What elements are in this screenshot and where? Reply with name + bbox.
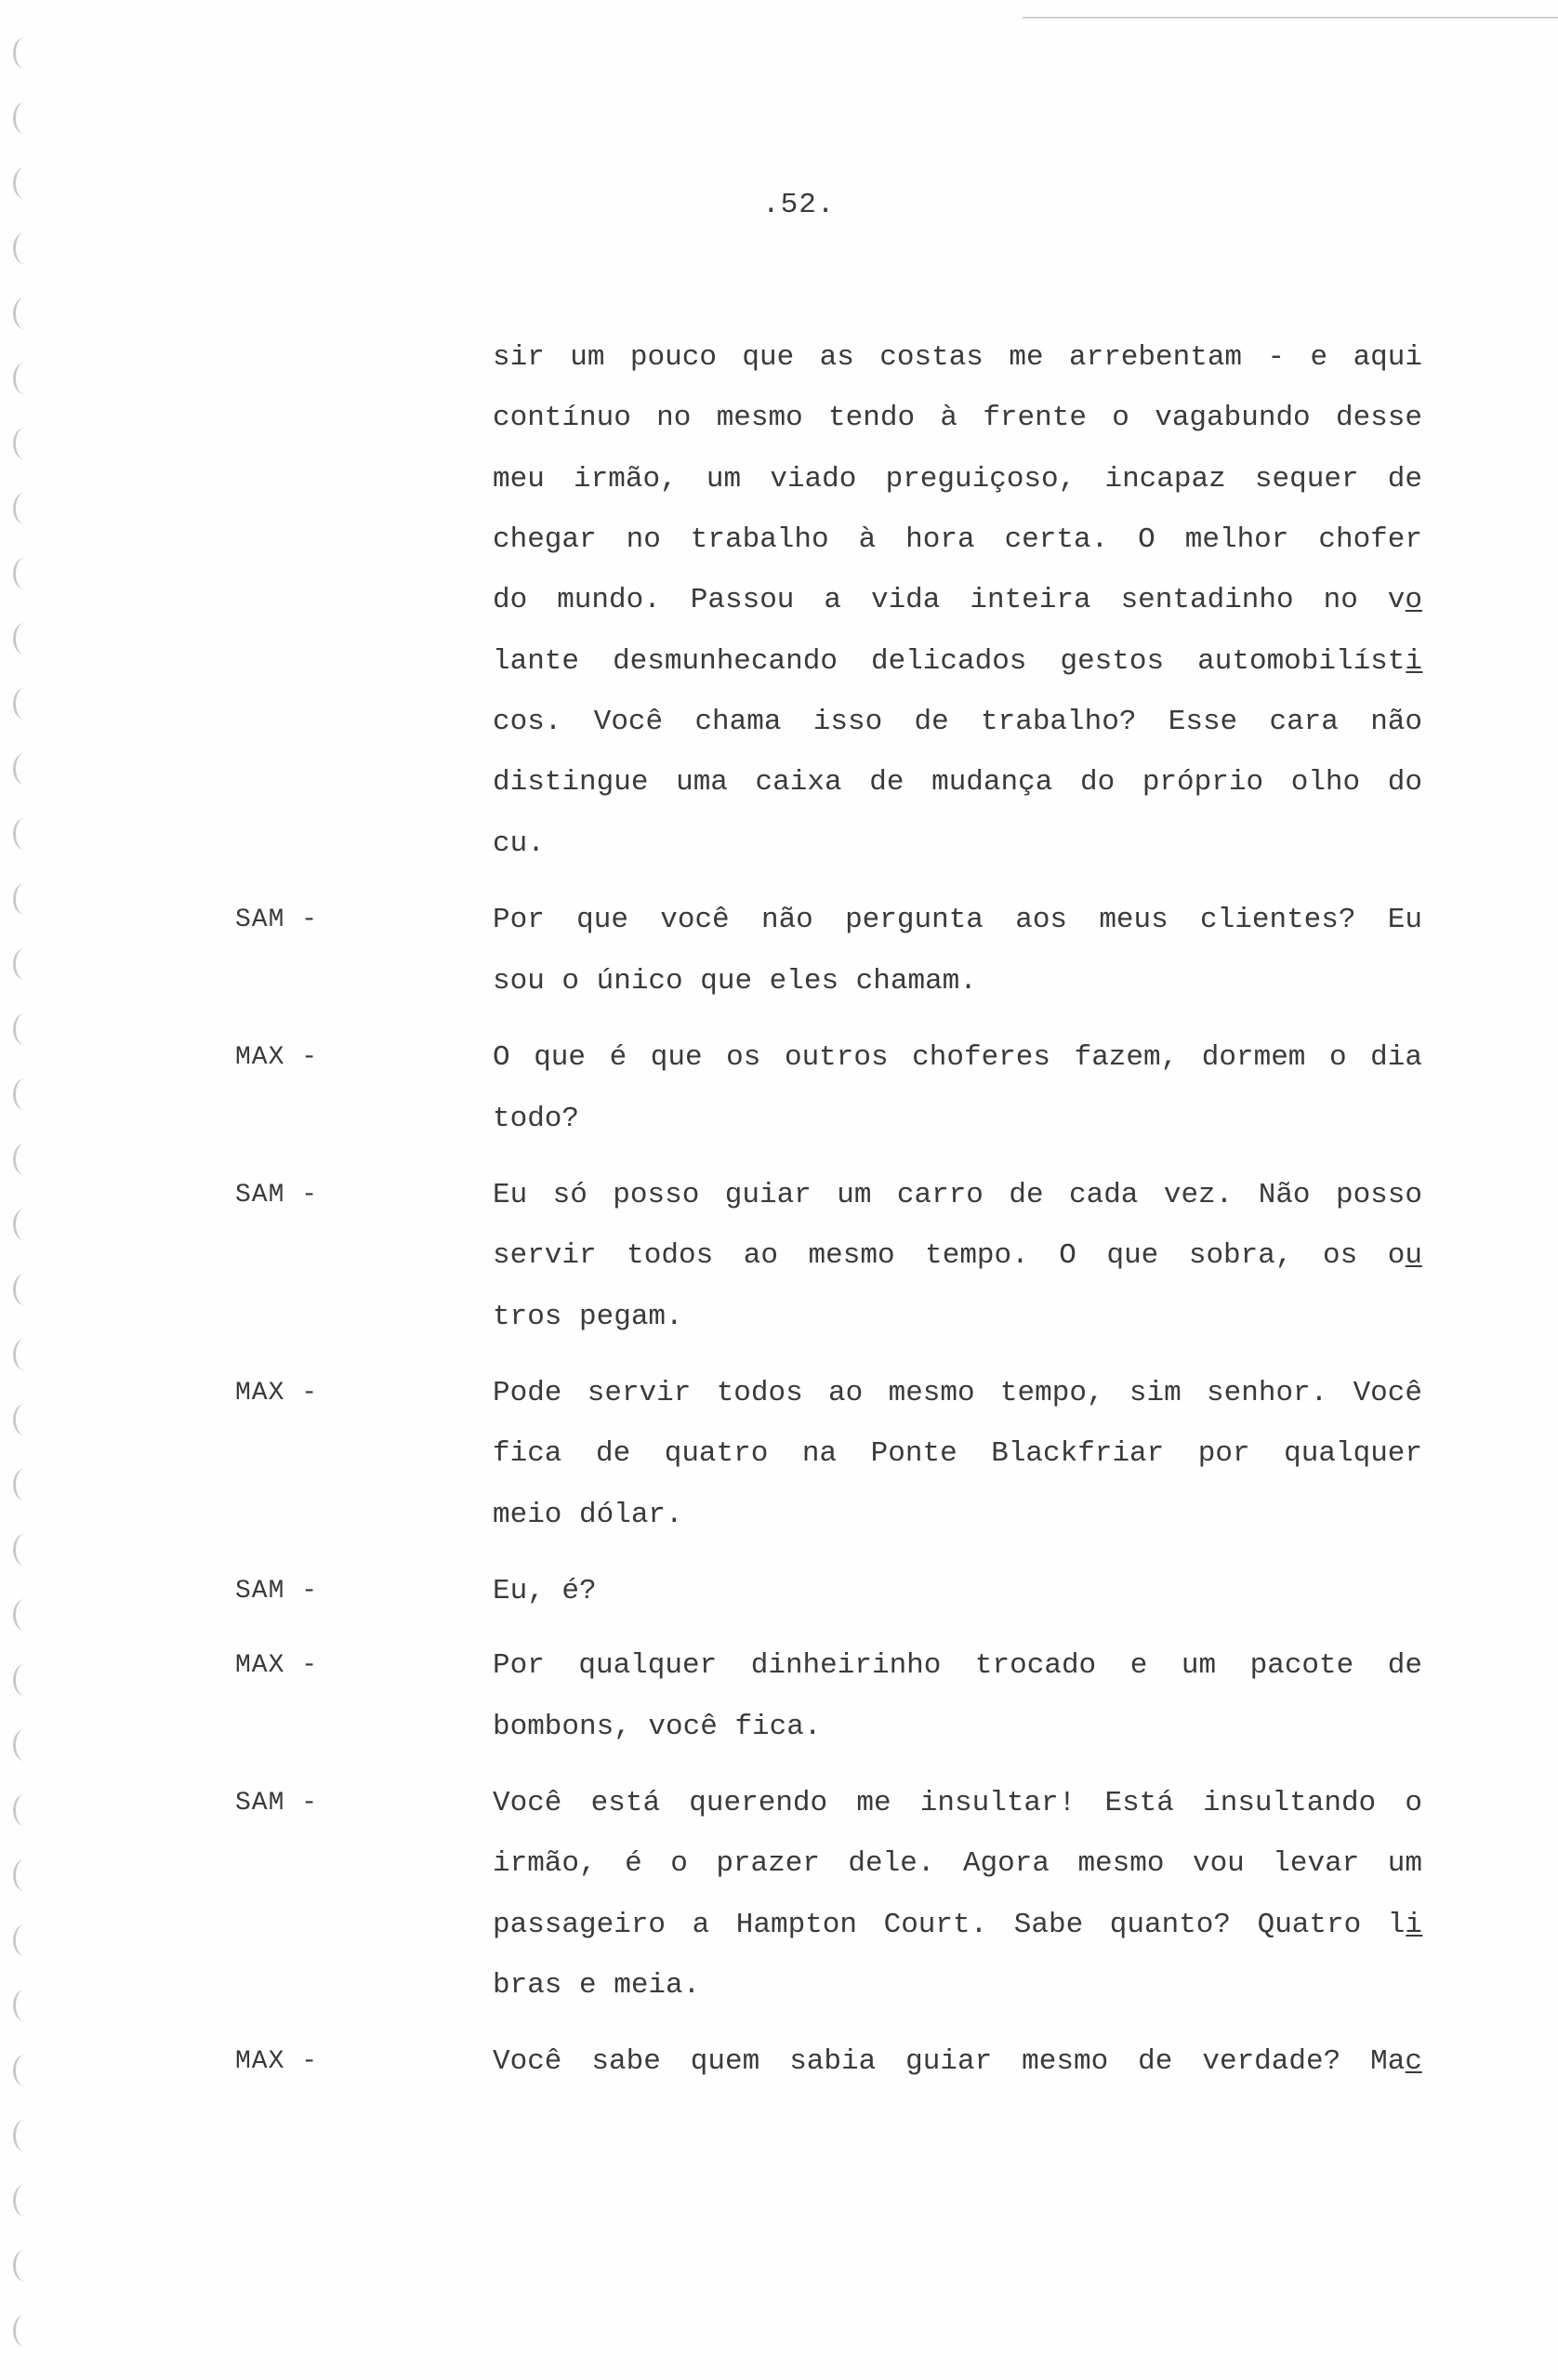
dialogue-line: irmão, é o prazer dele. Agora mesmo vou levar um bbox=[493, 1847, 1422, 1880]
dialogue-line: passageiro a Hampton Court. Sabe quanto? Quatro li̲ bbox=[493, 1909, 1422, 1941]
dialogue-line: Por qualquer dinheirinho trocado e um pacote de bbox=[493, 1649, 1422, 1682]
top-edge-rule bbox=[1023, 17, 1558, 19]
page-number: .52. bbox=[762, 189, 836, 221]
speaker-label: SAM - bbox=[235, 1789, 319, 1818]
dialogue-line: Você sabe quem sabia guiar mesmo de verdade? Mac̲ bbox=[493, 2045, 1422, 2078]
intro-line: cos. Você chama isso de trabalho? Esse cara não bbox=[493, 706, 1422, 738]
dialogue-line: Por que você não pergunta aos meus clientes? Eu bbox=[493, 904, 1422, 936]
dialogue-line: fica de quatro na Ponte Blackfriar por qualquer bbox=[493, 1437, 1422, 1470]
intro-line: contínuo no mesmo tendo à frente o vagabundo desse bbox=[493, 402, 1422, 434]
speaker-label: MAX - bbox=[235, 1379, 319, 1408]
intro-line: chegar no trabalho à hora certa. O melhor chofer bbox=[493, 523, 1422, 556]
intro-line: lante desmunhecando delicados gestos automobilísti̲ bbox=[493, 645, 1422, 678]
intro-line: cu. bbox=[493, 827, 545, 860]
dialogue-line: tros pegam. bbox=[493, 1301, 683, 1333]
intro-line: distingue uma caixa de mudança do próprio olho do bbox=[493, 766, 1422, 799]
dialogue-line: servir todos ao mesmo tempo. O que sobra, os ou̲ bbox=[493, 1239, 1422, 1272]
dialogue-line: Eu, é? bbox=[493, 1575, 597, 1607]
dialogue-line: todo? bbox=[493, 1103, 580, 1135]
dialogue-line: O que é que os outros choferes fazem, dormem o dia bbox=[493, 1041, 1422, 1074]
binding-edge-decoration bbox=[0, 0, 65, 2380]
speaker-label: MAX - bbox=[235, 1651, 319, 1680]
dialogue-line: bras e meia. bbox=[493, 1969, 701, 2002]
dialogue-line: sou o único que eles chamam. bbox=[493, 965, 977, 998]
speaker-label: MAX - bbox=[235, 1043, 319, 1072]
speaker-label: SAM - bbox=[235, 1577, 319, 1606]
speaker-label: SAM - bbox=[235, 906, 319, 934]
speaker-label: MAX - bbox=[235, 2047, 319, 2076]
dialogue-line: Você está querendo me insultar! Está insultando o bbox=[493, 1787, 1422, 1819]
dialogue-line: Eu só posso guiar um carro de cada vez. Não posso bbox=[493, 1179, 1422, 1211]
dialogue-line: Pode servir todos ao mesmo tempo, sim senhor. Você bbox=[493, 1377, 1422, 1409]
dialogue-line: bombons, você fica. bbox=[493, 1711, 822, 1743]
dialogue-line: meio dólar. bbox=[493, 1499, 683, 1531]
intro-line: do mundo. Passou a vida inteira sentadinho no vo̲ bbox=[493, 584, 1422, 616]
intro-line: sir um pouco que as costas me arrebentam - e aqui bbox=[493, 341, 1422, 374]
speaker-label: SAM - bbox=[235, 1181, 319, 1210]
intro-line: meu irmão, um viado preguiçoso, incapaz sequer de bbox=[493, 463, 1422, 496]
